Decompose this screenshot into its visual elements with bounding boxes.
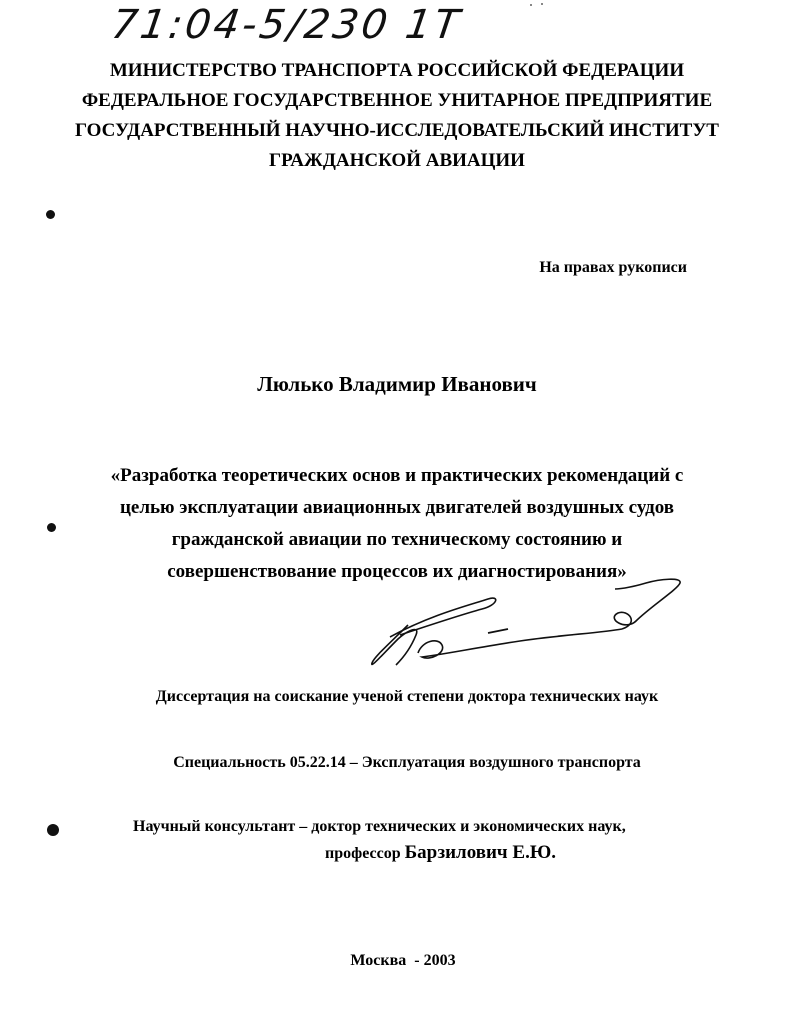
organization-line: ФЕДЕРАЛЬНОЕ ГОСУДАРСТВЕННОЕ УНИТАРНОЕ ПРЕДПРИЯТИЕ [81, 90, 713, 111]
title-line: совершенствование процессов их диагностирования» [167, 561, 627, 582]
punch-hole-mark [47, 523, 56, 532]
organization-line: МИНИСТЕРСТВО ТРАНСПОРТА РОССИЙСКОЙ ФЕДЕРАЦИИ [109, 60, 685, 81]
scan-speck [541, 3, 543, 5]
archive-code-handwritten: 71:04-5/230 1Т [108, 2, 465, 48]
professor-name: Барзилович Е.Ю. [404, 842, 556, 863]
specialty-line: Специальность 05.22.14 – Эксплуатация воздушного транспорта [173, 754, 641, 771]
title-line: гражданской авиации по техническому состоянию и [171, 529, 623, 550]
handwritten-signature [360, 575, 700, 675]
organization-line: ГРАЖДАНСКОЙ АВИАЦИИ [269, 150, 525, 171]
organization-header [0, 56, 794, 176]
manuscript-note: На правах рукописи [539, 259, 687, 276]
organization-line: ГОСУДАРСТВЕННЫЙ НАУЧНО-ИССЛЕДОВАТЕЛЬСКИЙ ИНСТИТУТ [75, 120, 719, 141]
scan-speck [530, 4, 532, 6]
title-line: «Разработка теоретических основ и практических рекомендаций с [110, 465, 684, 486]
punch-hole-mark [46, 210, 55, 219]
author-name: Люлько Владимир Иванович [257, 372, 537, 396]
title-line: целью эксплуатации авиационных двигателей воздушных судов [119, 497, 675, 518]
consultant-professor [325, 842, 556, 864]
punch-hole-mark [47, 824, 59, 836]
dissertation-degree: Диссертация на соискание ученой степени доктора технических наук [155, 688, 659, 705]
professor-prefix: профессор [325, 845, 401, 862]
city-year: Москва - 2003 [350, 952, 456, 969]
consultant-line: Научный консультант – доктор технических и экономических наук, [133, 818, 626, 835]
dissertation-title [0, 460, 794, 588]
